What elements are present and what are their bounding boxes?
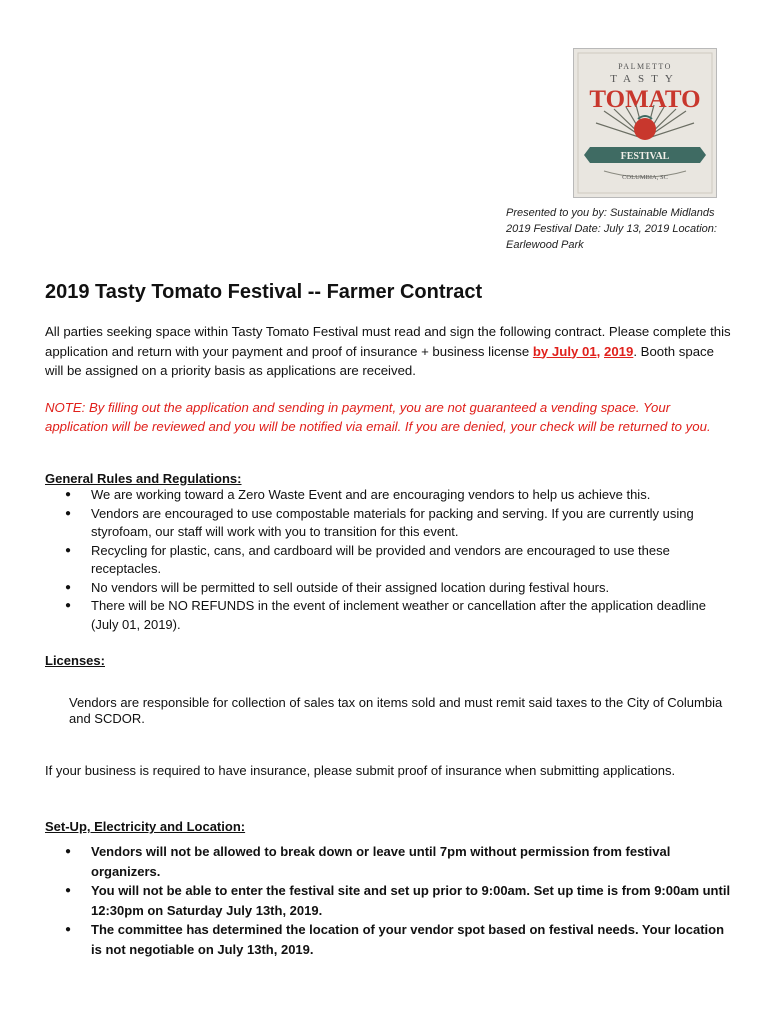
insurance-text: If your business is required to have insurance, please submit proof of insurance when submitting applications. <box>45 763 676 778</box>
svg-text:TOMATO: TOMATO <box>589 86 701 113</box>
presented-info <box>506 205 736 253</box>
svg-text:COLUMBIA, SC: COLUMBIA, SC <box>622 174 668 181</box>
page-title: 2019 Tasty Tomato Festival -- Farmer Contract <box>45 281 483 303</box>
setup-item: ● The committee has determined the location of your vendor spot based on festival needs. Your location is not negotiable on July 13th, 2019. <box>45 920 735 959</box>
rules-list <box>45 486 735 634</box>
intro-text-2: . Booth space will be assigned on a priority basis as applications are received. <box>45 343 714 378</box>
rules-heading: General Rules and Regulations: <box>45 471 242 486</box>
presented-line-2: 2019 Festival Date: July 13, 2019 Location: <box>506 223 717 235</box>
rules-item: ● No vendors will be permitted to sell outside of their assigned location during festival hours. <box>45 579 735 598</box>
rules-item: ● There will be NO REFUNDS in the event of inclement weather or cancellation after the application deadline (July 01, 2019). <box>45 597 735 634</box>
presented-line-1: Presented to you by: Sustainable Midlands <box>506 207 715 219</box>
svg-text:TASTY: TASTY <box>610 73 680 85</box>
setup-list <box>45 842 735 959</box>
deadline-date: by July 01, <box>532 343 601 359</box>
setup-item: ● Vendors will not be allowed to break down or leave until 7pm without permission from festival organizers. <box>45 842 735 881</box>
deadline-year: 2019 <box>604 343 634 359</box>
rules-item: ● We are working toward a Zero Waste Event and are encouraging vendors to help us achieve this. <box>45 486 735 505</box>
intro-paragraph <box>45 322 735 381</box>
festival-logo <box>573 48 717 198</box>
setup-heading: Set-Up, Electricity and Location: <box>45 819 246 834</box>
presented-line-3: Earlewood Park <box>506 239 584 251</box>
licenses-heading: Licenses: <box>45 653 105 668</box>
setup-item: ● You will not be able to enter the festival site and set up prior to 9:00am. Set up time is from 9:00am until 12:30pm on Saturday July 13th, 2019. <box>45 881 735 920</box>
rules-item: ● Vendors are encouraged to use compostable materials for packing and serving. If you are currently using styrofoam, our staff will work with you to transition for this event. <box>45 505 735 542</box>
svg-text:FESTIVAL: FESTIVAL <box>620 151 670 162</box>
intro-text-1: All parties seeking space within Tasty Tomato Festival must read and sign the following contract. Please complete this application and return with your payment and proof of insurance + business license <box>45 324 731 359</box>
note-paragraph: NOTE: By filling out the application and sending in payment, you are not guaranteed a vending space. Your application will be reviewed and you will be notified via email. If you are denied, your check will be returned to you. <box>45 400 711 434</box>
rules-item: ● Recycling for plastic, cans, and cardboard will be provided and vendors are encouraged to use these receptacles. <box>45 542 735 579</box>
licenses-text: Vendors are responsible for collection of sales tax on items sold and must remit said taxes to the City of Columbia and SCDOR. <box>69 695 723 726</box>
svg-text:PALMETTO: PALMETTO <box>618 62 672 71</box>
